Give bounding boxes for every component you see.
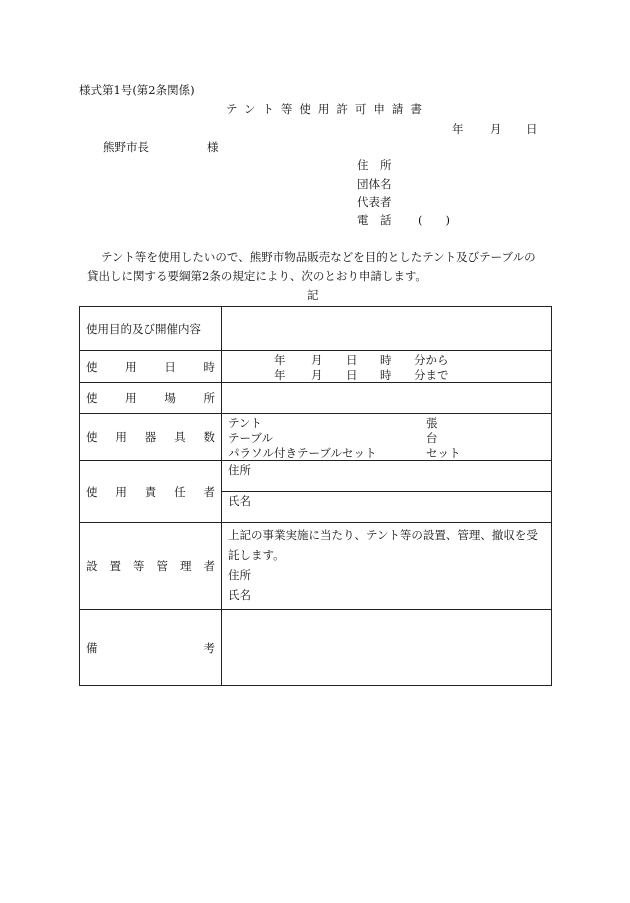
remarks-label-cell	[80, 610, 222, 686]
equipment-item-tent: テント	[228, 415, 262, 430]
applicant-phone-label: 電 話	[357, 213, 392, 227]
manager-row	[80, 523, 552, 610]
datetime-row	[80, 351, 552, 383]
dt-from-day: 日	[346, 352, 358, 367]
place-label-cell	[80, 383, 222, 414]
manager-label-char: 理	[180, 559, 192, 573]
date-day: 日	[526, 122, 538, 136]
manager-label-char: 置	[109, 559, 121, 573]
responsible-label-char: 者	[203, 484, 215, 499]
responsible-label-char: 任	[174, 484, 186, 499]
responsible-address-field[interactable]	[222, 461, 551, 491]
purpose-row	[80, 307, 552, 351]
place-value-cell[interactable]	[222, 383, 552, 414]
equipment-label-char: 器	[144, 430, 157, 444]
dt-to-day: 日	[346, 367, 358, 382]
remarks-row	[80, 610, 552, 686]
applicant-rep-label: 代表者	[357, 195, 392, 209]
manager-label-char: 管	[156, 559, 168, 573]
datetime-label-char: 使	[86, 359, 98, 374]
equipment-label-char: 使	[86, 430, 98, 444]
honorific: 様	[207, 140, 219, 154]
body-text-line2: 貸出しに関する要綱第2条の規定により、次のとおり申請します。	[87, 269, 427, 283]
purpose-label-cell	[80, 307, 222, 351]
purpose-value-cell[interactable]	[222, 307, 552, 351]
remarks-label-char: 備	[86, 640, 98, 655]
manager-text-line2: 託します。	[228, 548, 285, 562]
equipment-label	[80, 429, 221, 445]
datetime-value-cell[interactable]	[222, 351, 552, 383]
equipment-unit-tent: 張	[426, 415, 438, 430]
equipment-item-parasol: パラソル付きテーブルセット	[228, 445, 377, 460]
equipment-unit-table: 台	[426, 430, 438, 445]
equipment-value-cell[interactable]	[222, 414, 552, 461]
responsible-label-char: 責	[144, 484, 157, 499]
application-table	[79, 306, 552, 686]
datetime-label-char: 時	[203, 359, 215, 374]
ki-label: 記	[307, 288, 319, 302]
responsible-address-label: 住所	[228, 463, 251, 477]
manager-label-char: 設	[86, 559, 98, 573]
equipment-label-char: 数	[203, 430, 215, 444]
responsible-row	[80, 461, 552, 523]
datetime-label-char: 日	[164, 359, 176, 374]
datetime-label-char: 用	[125, 359, 137, 374]
remarks-label	[80, 640, 221, 656]
responsible-label	[80, 484, 221, 500]
equipment-item-table: テーブル	[228, 430, 273, 445]
place-row	[80, 383, 552, 414]
purpose-label: 使用目的及び開催内容	[86, 321, 201, 336]
place-label-char: 用	[125, 391, 137, 405]
equipment-label-char: 用	[115, 430, 127, 444]
dt-from-hour: 時	[380, 352, 392, 367]
equipment-row	[80, 414, 552, 461]
place-label	[80, 390, 221, 406]
dt-from-minute: 分から	[414, 352, 449, 367]
equipment-label-char: 具	[174, 430, 186, 444]
date-month: 月	[490, 122, 502, 136]
form-number: 様式第1号(第2条関係)	[79, 83, 195, 97]
remarks-label-char: 考	[203, 640, 215, 655]
dt-to-minute: 分まで	[414, 367, 449, 382]
manager-name-label: 氏名	[228, 588, 251, 602]
applicant-phone-parens: ( )	[418, 213, 450, 227]
date-year: 年	[452, 122, 464, 136]
responsible-name-field[interactable]	[222, 491, 551, 522]
place-label-char: 使	[86, 391, 98, 405]
document-title: テント等使用許可申請書	[226, 102, 429, 116]
equipment-label-cell	[80, 414, 222, 461]
applicant-address-label: 住 所	[357, 158, 392, 172]
place-label-char: 所	[203, 391, 215, 405]
place-label-char: 場	[164, 391, 176, 405]
applicant-org-label: 団体名	[357, 177, 392, 191]
manager-address-label: 住所	[228, 568, 251, 582]
dt-to-year: 年	[274, 367, 286, 382]
responsible-value-cell	[222, 461, 552, 523]
remarks-value-cell[interactable]	[222, 610, 552, 686]
manager-label-cell	[80, 523, 222, 610]
responsible-label-cell	[80, 461, 222, 523]
responsible-label-char: 使	[86, 484, 98, 499]
dt-from-month: 月	[311, 352, 323, 367]
responsible-name-label: 氏名	[228, 494, 251, 508]
dt-to-month: 月	[311, 367, 323, 382]
datetime-label	[80, 359, 221, 375]
equipment-unit-parasol: セット	[426, 445, 461, 460]
manager-value-cell[interactable]	[222, 523, 552, 610]
body-text-line1: テント等を使用したいので、熊野市物品販売などを目的としたテント及びテーブルの	[101, 250, 536, 264]
addressee: 熊野市長	[103, 140, 149, 154]
manager-label	[80, 558, 221, 574]
dt-to-hour: 時	[380, 367, 392, 382]
dt-from-year: 年	[274, 352, 286, 367]
datetime-label-cell	[80, 351, 222, 383]
manager-text-line1: 上記の事業実施に当たり、テント等の設置、管理、撤収を受	[228, 528, 538, 542]
manager-label-char: 者	[203, 559, 215, 573]
responsible-label-char: 用	[115, 484, 127, 499]
manager-label-char: 等	[133, 559, 145, 573]
